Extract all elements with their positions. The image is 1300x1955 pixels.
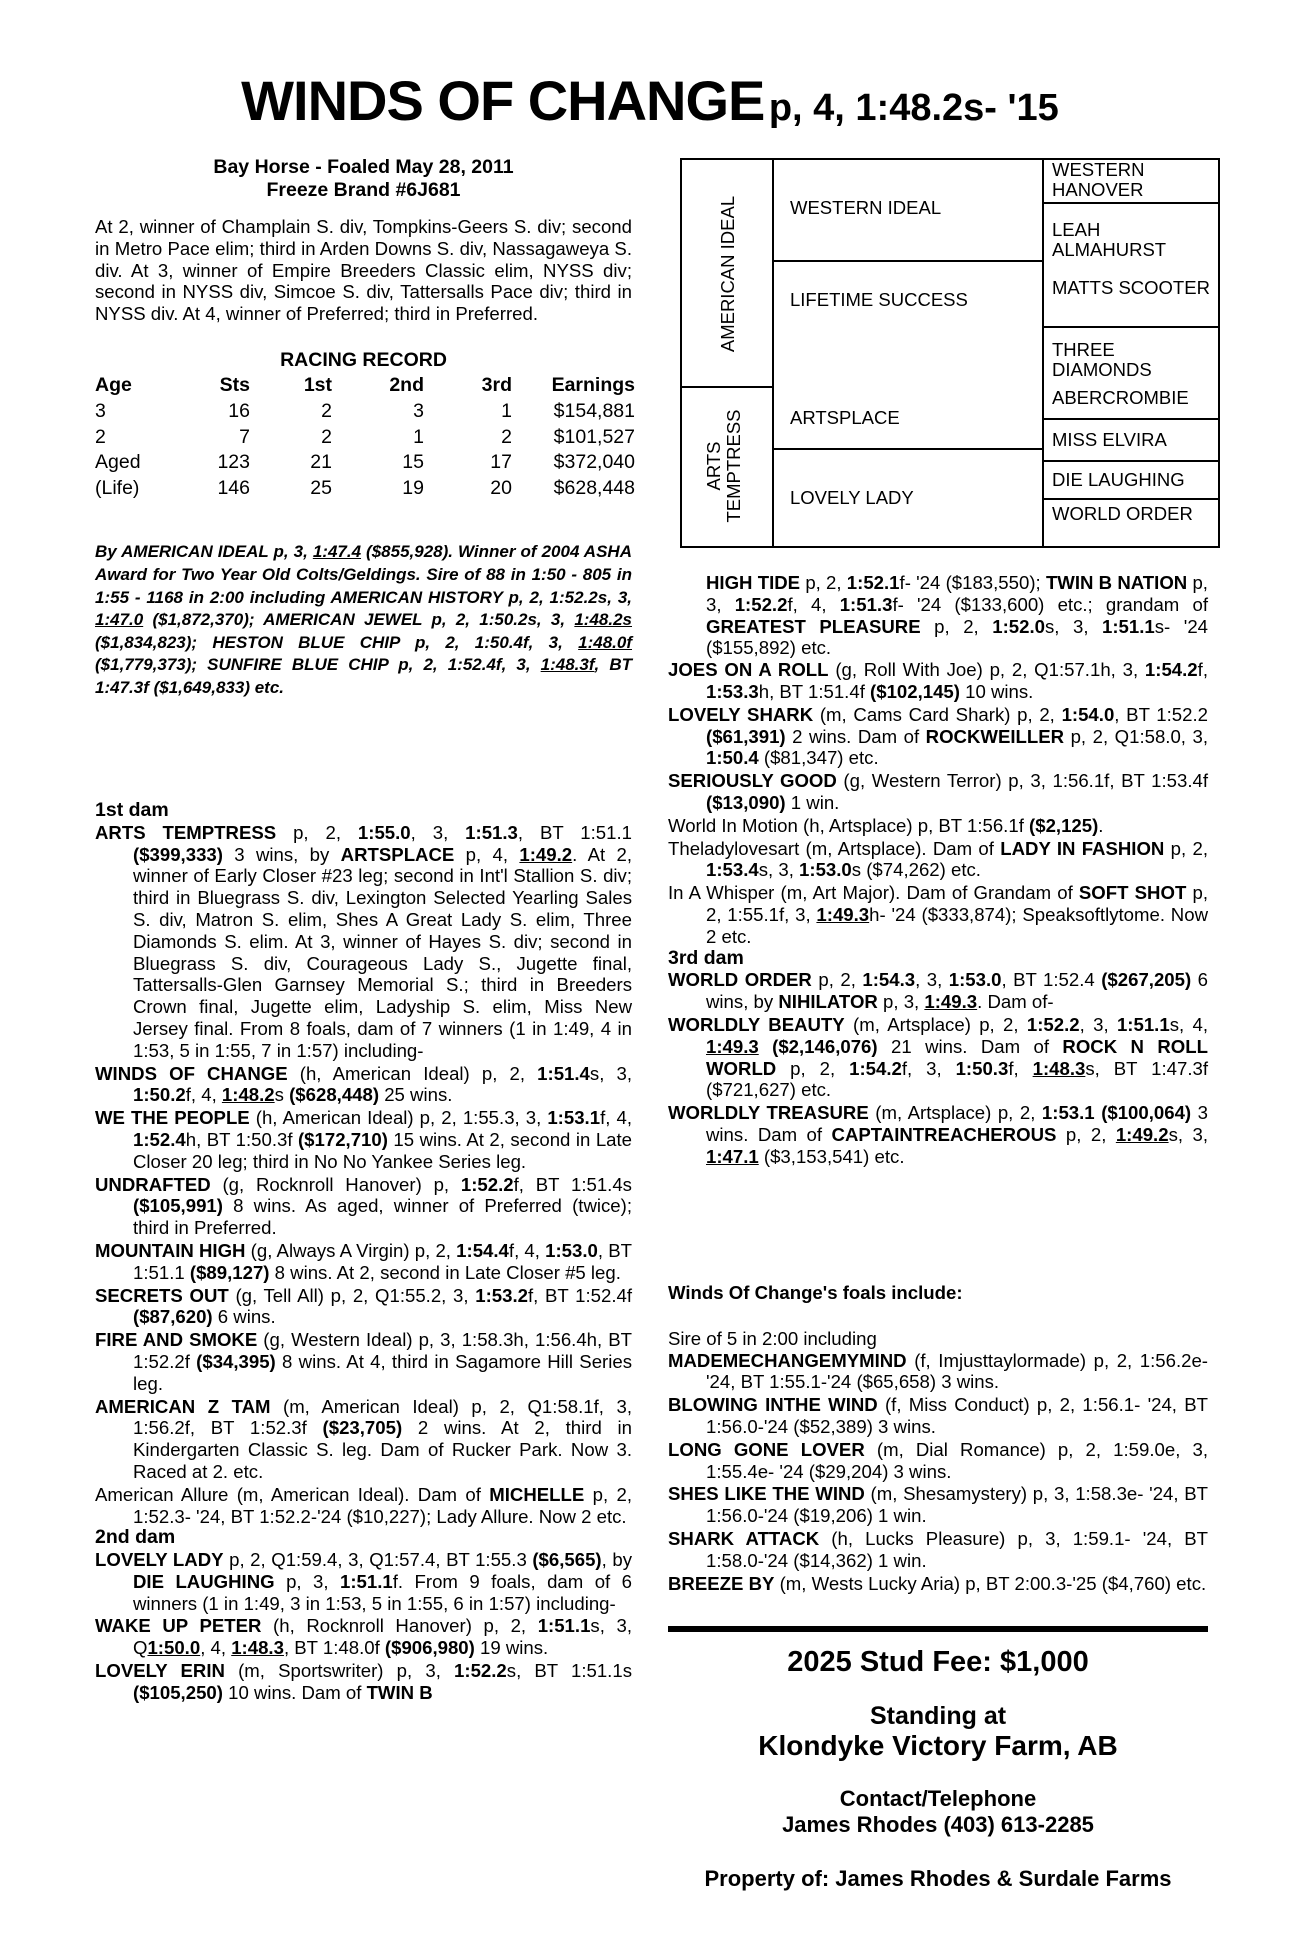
pedigree-gen3-cell: MATTS SCOOTER bbox=[1044, 262, 1218, 328]
cell: 16 bbox=[228, 399, 250, 422]
list-item: WE THE PEOPLE (h, American Ideal) p, 2, 1:55.3, 3, 1:53.1f, 4, 1:52.4h, BT 1:50.3f ($172,710) 15 wins. At 2, second in Late Closer 20 leg; third in No No Yankee Series leg. bbox=[95, 1107, 633, 1172]
cell: 3 bbox=[413, 399, 424, 422]
list-item: World In Motion (h, Artsplace) p, BT 1:56.1f ($2,125). bbox=[668, 814, 1104, 836]
cell: $154,881 bbox=[553, 399, 635, 422]
cell: Aged bbox=[95, 451, 141, 474]
list-item: American Allure (m, American Ideal). Dam of MICHELLE p, 2, 1:52.3- '24, BT 1:52.2-'24 ($10,227); Lady Allure. Now 2 etc. bbox=[95, 1483, 632, 1527]
pedigree-gen3-cell: WESTERN HANOVER bbox=[1044, 160, 1218, 204]
list-item: LOVELY SHARK (m, Cams Card Shark) p, 2, 1:54.0, BT 1:52.2 ($61,391) 2 wins. Dam of ROCKWEILLER p, 2, Q1:58.0, 3, 1:50.4 ($81,347) etc. bbox=[668, 703, 1208, 769]
pedigree-gen3-cell: LEAH ALMAHURST bbox=[1052, 219, 1167, 260]
cell: 19 bbox=[402, 476, 424, 499]
owner: Property of: James Rhodes & Surdale Farms bbox=[704, 1866, 1172, 1891]
list-item: ARTS TEMPTRESS p, 2, 1:55.0, 3, 1:51.3, BT 1:51.1 ($399,333) 3 wins, by ARTSPLACE p, 4, 1:49.2. At 2, winner of Early Closer #23 leg; second in Int'l Stallion S. div; third in Bluegrass S. div, Lexington Selected Yearling Sales S. div, Matron S. elim, Shes A Great Lady S. elim, Three Diamonds S. elim. At 3, winner of Hayes S. div; second in Bluegrass S. div, Courageous Lady S., Jugette final, Tattersalls-Glen Garnsey Memorial S.; third in Breeders Crown final, Jugette elim, Ladyship S. elim, Miss New Jersey final. From 8 foals, dam of 7 winners (1 in 1:49, 4 in 1:53, 5 in 1:55, 7 in 1:57) including- bbox=[95, 821, 633, 1061]
list-item: BLOWING INTHE WIND (f, Miss Conduct) p, 2, 1:56.1- '24, BT 1:56.0-'24 ($52,389) 3 wins. bbox=[668, 1394, 1208, 1437]
pedigree-gen3-cell: THREE DIAMONDS bbox=[1052, 339, 1152, 380]
cell: $628,448 bbox=[553, 476, 635, 499]
horse-description: Bay Horse - Foaled May 28, 2011 bbox=[213, 156, 514, 178]
table-row bbox=[95, 450, 635, 476]
list-item: MOUNTAIN HIGH (g, Always A Virgin) p, 2, 1:54.4f, 4, 1:53.0, BT 1:51.1 ($89,127) 8 wins. At 2, second in Late Closer #5 leg. bbox=[95, 1239, 632, 1283]
list-item: SERIOUSLY GOOD (g, Western Terror) p, 3, 1:56.1f, BT 1:53.4f ($13,090) 1 win. bbox=[668, 770, 1208, 813]
col-age: Age bbox=[95, 373, 132, 396]
pedigree-sire: AMERICAN IDEAL bbox=[717, 195, 738, 353]
cell: 2 bbox=[321, 425, 332, 448]
pedigree-gen2-cell: LIFETIME SUCCESS bbox=[774, 262, 1044, 388]
cell: 2 bbox=[501, 425, 512, 448]
racing-record-title: RACING RECORD bbox=[280, 348, 447, 371]
cell: 1 bbox=[501, 399, 512, 422]
pedigree-gen2-cell: ARTSPLACE bbox=[774, 388, 1044, 450]
pedigree-gen3-cell: ABERCROMBIE bbox=[1044, 388, 1218, 420]
list-item: SHARK ATTACK (h, Lucks Pleasure) p, 3, 1:59.1- '24, BT 1:58.0-'24 ($14,362) 1 win. bbox=[668, 1527, 1208, 1571]
cell: 2 bbox=[95, 425, 106, 448]
cell: 2 bbox=[321, 399, 332, 422]
standing-label: Standing at bbox=[869, 1702, 1007, 1730]
list-item: LOVELY ERIN (m, Sportswriter) p, 3, 1:52.2s, BT 1:51.1s ($105,250) 10 wins. Dam of TWIN B bbox=[95, 1660, 632, 1703]
list-item: AMERICAN Z TAM (m, American Ideal) p, 2, Q1:58.1f, 3, 1:56.2f, BT 1:52.3f ($23,705) 2 wins. At 2, third in Kindergarten Classic S. leg. Dam of Rucker Park. Now 3. Raced at 2. etc. bbox=[95, 1395, 633, 1482]
table-row bbox=[95, 425, 635, 451]
page-title bbox=[0, 68, 1300, 133]
list-item: JOES ON A ROLL (g, Roll With Joe) p, 2, Q1:57.1h, 3, 1:54.2f, 1:53.3h, BT 1:51.4f ($102,145) 10 wins. bbox=[668, 659, 1208, 702]
cell: 3 bbox=[95, 399, 106, 422]
foals-intro: Sire of 5 in 2:00 including bbox=[668, 1327, 877, 1349]
list-item-continued: HIGH TIDE p, 2, 1:52.1f- '24 ($183,550); TWIN B NATION p, 3, 1:52.2f, 4, 1:51.3f- '24 ($133,600) etc.; grandam of GREATEST PLEASURE p, 2, 1:52.0s, 3, 1:51.1s- '24 ($155,892) etc. bbox=[706, 572, 1208, 659]
table-row bbox=[95, 399, 635, 425]
cell: 20 bbox=[490, 476, 512, 499]
pedigree-gen2-cell: WESTERN IDEAL bbox=[774, 160, 1044, 262]
list-item: MADEMECHANGEMYMIND (f, Imjusttaylormade) p, 2, 1:56.2e- '24, BT 1:55.1-'24 ($65,658) 3 wins. bbox=[668, 1349, 1208, 1393]
list-item: UNDRAFTED (g, Rocknroll Hanover) p, 1:52.2f, BT 1:51.4s ($105,991) 8 wins. As aged, winner of Preferred (twice); third in Preferred. bbox=[95, 1173, 632, 1239]
first-dam-heading: 1st dam bbox=[95, 799, 169, 821]
list-item: WORLDLY BEAUTY (m, Artsplace) p, 2, 1:52.2, 3, 1:51.1s, 4, 1:49.3 ($2,146,076) 21 wins. Dam of ROCK N ROLL WORLD p, 2, 1:54.2f, 3, 1:50.3f, 1:48.3s, BT 1:47.3f ($721,627) etc. bbox=[668, 1013, 1209, 1101]
third-dam-heading: 3rd dam bbox=[668, 946, 744, 969]
list-item: WAKE UP PETER (h, Rocknroll Hanover) p, 2, 1:51.1s, 3, Q1:50.0, 4, 1:48.3, BT 1:48.0f ($906,980) 19 wins. bbox=[95, 1615, 632, 1659]
col-sts: Sts bbox=[219, 373, 250, 396]
list-item: FIRE AND SMOKE (g, Western Ideal) p, 3, 1:58.3h, 1:56.4h, BT 1:52.2f ($34,395) 8 wins. At 4, third in Sagamore Hill Series leg. bbox=[95, 1329, 633, 1394]
pedigree-chart bbox=[680, 158, 1220, 548]
pedigree-gen3-cell: WORLD ORDER bbox=[1052, 503, 1193, 524]
contact-info: James Rhodes (403) 613-2285 bbox=[782, 1812, 1094, 1837]
cell: 21 bbox=[310, 451, 332, 474]
cell: (Life) bbox=[95, 476, 140, 499]
col-2nd: 2nd bbox=[389, 373, 424, 396]
stud-fee: 2025 Stud Fee: $1,000 bbox=[787, 1646, 1089, 1678]
contact-label: Contact/Telephone bbox=[839, 1786, 1037, 1811]
cell: 123 bbox=[217, 451, 250, 474]
cell: $372,040 bbox=[553, 451, 635, 474]
col-1st: 1st bbox=[303, 373, 332, 396]
race-summary: At 2, winner of Champlain S. div, Tompkins-Geers S. div; second in Metro Pace elim; third in Arden Downs S. div, Nassagaweya S. div. At 3, winner of Empire Breeders Classic elim, NYSS div; second in NYSS div, Simcoe S. div, Tattersalls Pace div; third in NYSS div. At 4, winner of Preferred; third in Preferred. bbox=[95, 216, 632, 325]
racing-record-table bbox=[95, 372, 635, 501]
horse-info bbox=[95, 156, 635, 700]
cell: 25 bbox=[310, 476, 332, 499]
col-earnings: Earnings bbox=[551, 373, 635, 396]
list-item: Theladylovesart (m, Artsplace). Dam of LADY IN FASHION p, 2, 1:53.4s, 3, 1:53.0s ($74,262) etc. bbox=[668, 837, 1208, 881]
list-item: LOVELY LADY p, 2, Q1:59.4, 3, Q1:57.4, BT 1:55.3 ($6,565), by DIE LAUGHING p, 3, 1:51.1f. From 9 foals, dam of 6 winners (1 in 1:49, 3 in 1:53, 5 in 1:55, 6 in 1:57) including- bbox=[95, 1549, 633, 1614]
foals-section bbox=[668, 1282, 1208, 1594]
female-family-left bbox=[95, 800, 632, 1704]
cell: $101,527 bbox=[553, 425, 635, 448]
pedigree-gen2-cell: LOVELY LADY bbox=[774, 450, 1044, 546]
second-dam-heading: 2nd dam bbox=[95, 1526, 176, 1549]
list-item: SHES LIKE THE WIND (m, Shesamystery) p, 3, 1:58.3e- '24, BT 1:56.0-'24 ($19,206) 1 win. bbox=[668, 1483, 1208, 1527]
list-item: WINDS OF CHANGE (h, American Ideal) p, 2, 1:51.4s, 3, 1:50.2f, 4, 1:48.2s ($628,448) 25 wins. bbox=[95, 1062, 633, 1106]
racing-record-header bbox=[95, 372, 635, 399]
cell: 146 bbox=[217, 476, 250, 499]
divider bbox=[668, 1626, 1208, 1632]
cell: 15 bbox=[402, 451, 424, 474]
table-row bbox=[95, 476, 635, 502]
cell: 7 bbox=[239, 425, 250, 448]
list-item: In A Whisper (m, Art Major). Dam of Grandam of SOFT SHOT p, 2, 1:55.1f, 3, 1:49.3h- '24 ($333,874); Speaksoftlytome. Now 2 etc. bbox=[668, 882, 1208, 947]
cell: 1 bbox=[413, 425, 424, 448]
list-item: BREEZE BY (m, Wests Lucky Aria) p, BT 2:00.3-'25 ($4,760) etc. bbox=[668, 1572, 1207, 1594]
pedigree-dam: ARTS TEMPTRESS bbox=[703, 409, 744, 523]
foals-heading: Winds Of Change's foals include: bbox=[668, 1282, 963, 1303]
female-family-right bbox=[668, 572, 1208, 1168]
col-3rd: 3rd bbox=[481, 373, 512, 396]
horse-name-title: WINDS OF CHANGE bbox=[241, 69, 765, 132]
farm-name: Klondyke Victory Farm, AB bbox=[758, 1730, 1118, 1761]
list-item: SECRETS OUT (g, Tell All) p, 2, Q1:55.2, 3, 1:53.2f, BT 1:52.4f ($87,620) 6 wins. bbox=[95, 1284, 632, 1328]
horse-record-title: p, 4, 1:48.2s- '15 bbox=[768, 87, 1059, 129]
sire-info: By AMERICAN IDEAL p, 3, 1:47.4 ($855,928). Winner of 2004 ASHA Award for Two Year Old Colts/Geldings. Sire of 88 in 1:50 - 805 in 1:55 - 1168 in 2:00 including AMERICAN HISTORY p, 2, 1:52.2s, 3, 1:47.0 ($1,872,370); AMERICAN JEWEL p, 2, 1:50.2s, 3, 1:48.2s ($1,834,823); HESTON BLUE CHIP p, 2, 1:50.4f, 3, 1:48.0f ($1,779,373); SUNFIRE BLUE CHIP p, 2, 1:52.4f, 3, 1:48.3f, BT 1:47.3f ($1,649,833) etc. bbox=[95, 542, 632, 697]
pedigree-sire-cell bbox=[682, 160, 774, 388]
pedigree-dam-cell bbox=[682, 388, 774, 546]
list-item: WORLDLY TREASURE (m, Artsplace) p, 2, 1:53.1 ($100,064) 3 wins. Dam of CAPTAINTREACHEROUS p, 2, 1:49.2s, 3, 1:47.1 ($3,153,541) etc. bbox=[668, 1102, 1209, 1167]
list-item: WORLD ORDER p, 2, 1:54.3, 3, 1:53.0, BT 1:52.4 ($267,205) 6 wins, by NIHILATOR p, 3, 1:49.3. Dam of- bbox=[668, 969, 1208, 1013]
pedigree-gen3-cell: DIE LAUGHING bbox=[1044, 462, 1218, 500]
list-item: LONG GONE LOVER (m, Dial Romance) p, 2, 1:59.0e, 3, 1:55.4e- '24 ($29,204) 3 wins. bbox=[668, 1438, 1208, 1482]
cell: 17 bbox=[490, 451, 512, 474]
pedigree-gen3-cell: MISS ELVIRA bbox=[1044, 420, 1218, 462]
freeze-brand: Freeze Brand #6J681 bbox=[266, 179, 461, 201]
